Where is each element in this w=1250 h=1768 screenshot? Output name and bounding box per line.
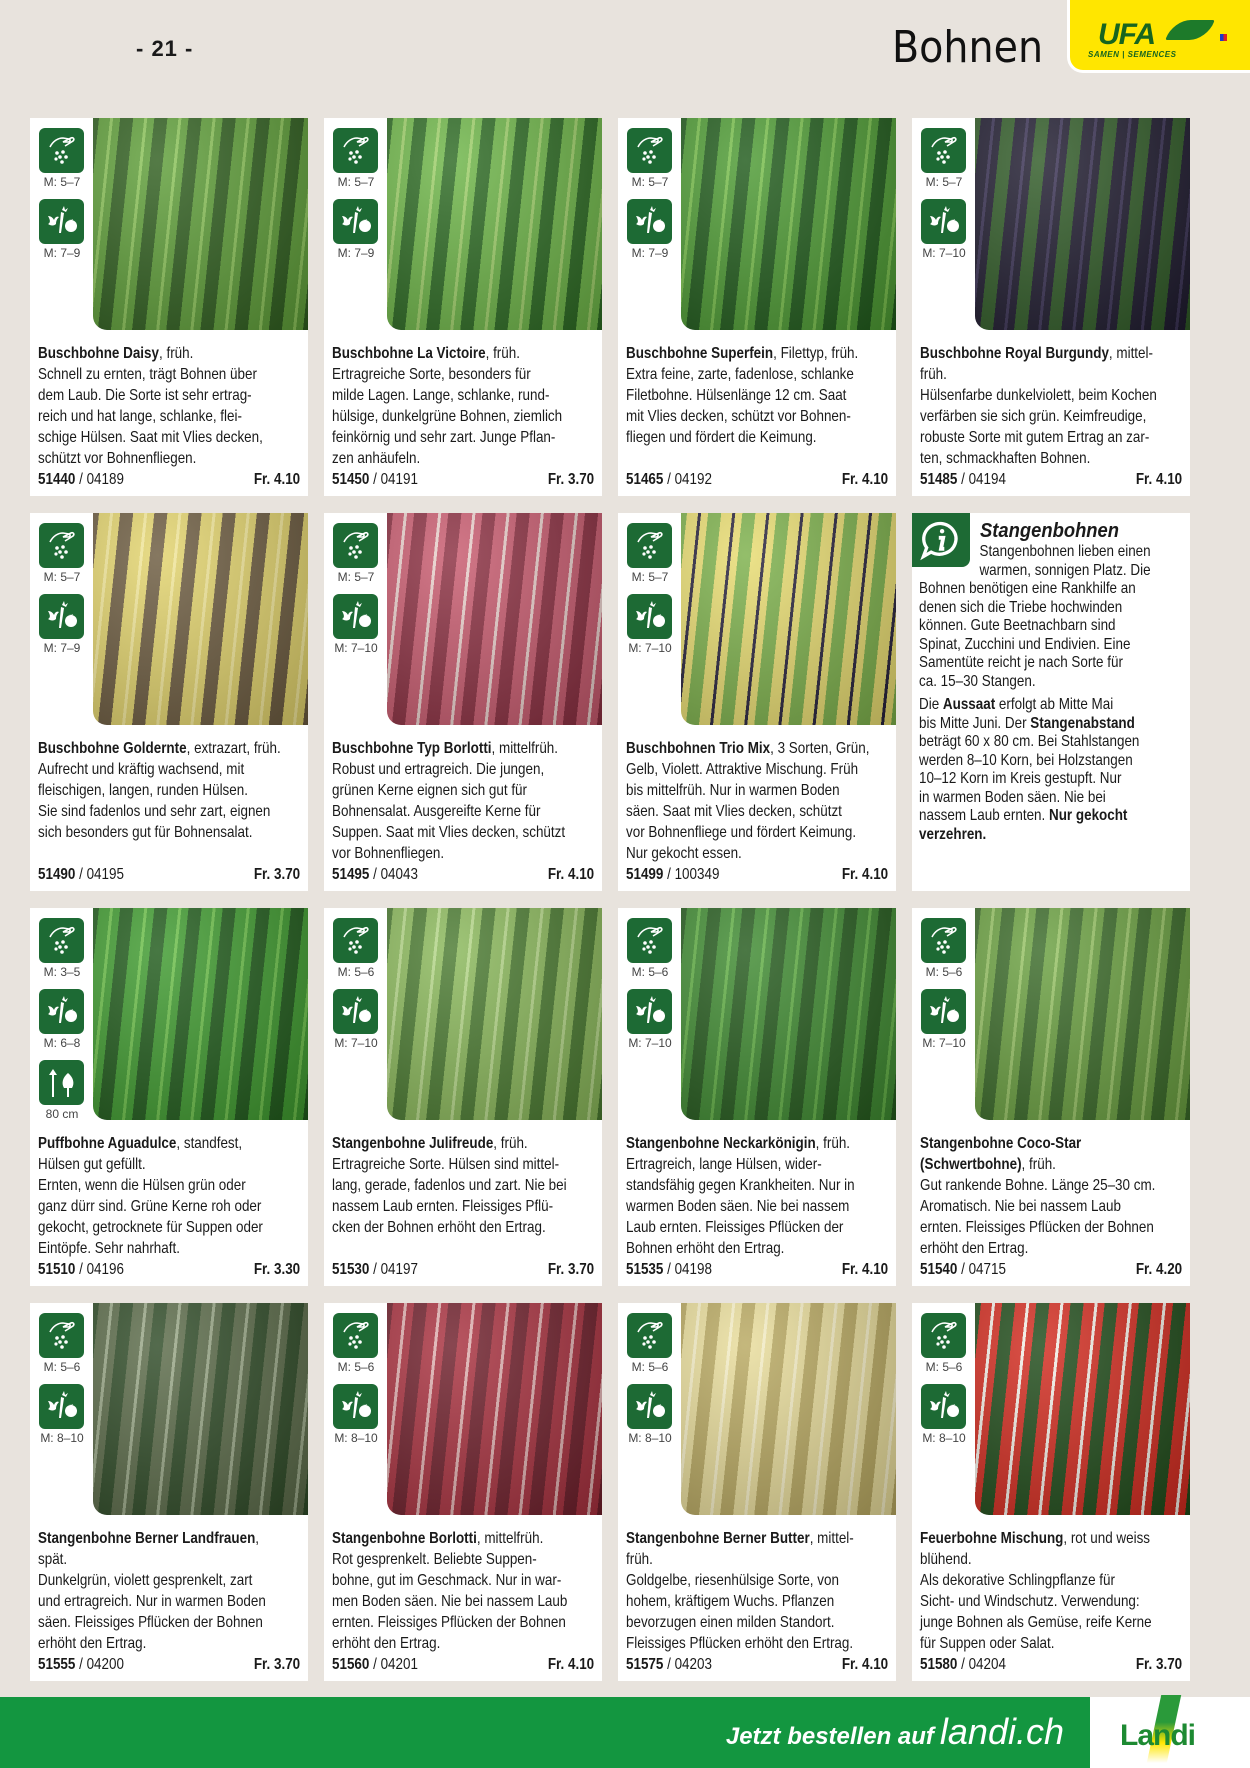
harvest-months: M: 7–10 xyxy=(628,1036,672,1050)
product-footer xyxy=(38,469,300,490)
sowing-months: M: 5–7 xyxy=(631,175,669,189)
product-footer xyxy=(332,1654,594,1675)
product-subtitle: , mittel- früh. xyxy=(920,345,1153,383)
product-subtitle: , spät. xyxy=(38,1530,260,1568)
product-price: Fr. 4.20 xyxy=(1135,1261,1182,1278)
product-title: Buschbohne Superfein xyxy=(626,345,774,362)
product-footer xyxy=(38,1654,300,1675)
product-image xyxy=(387,513,602,725)
harvest-icon xyxy=(39,1384,84,1429)
product-description xyxy=(920,343,1157,469)
article-number xyxy=(332,1259,418,1280)
sowing-icon xyxy=(921,918,966,963)
article-id: 51499 xyxy=(626,866,664,883)
harvest-months: M: 7–10 xyxy=(922,1036,966,1050)
product-subtitle: , früh. xyxy=(1021,1156,1056,1173)
article-code: / 04198 xyxy=(663,1261,712,1278)
article-id: 51485 xyxy=(920,471,958,488)
product-image xyxy=(387,908,602,1120)
sowing-months: M: 5–7 xyxy=(43,175,81,189)
harvest-icon xyxy=(921,1384,966,1429)
product-price: Fr. 4.10 xyxy=(841,866,888,883)
ufa-logo-text: UFA xyxy=(1098,18,1155,51)
article-code: / 04197 xyxy=(369,1261,418,1278)
article-id: 51530 xyxy=(332,1261,370,1278)
product-text: Aufrecht und kräftig wachsend, mit fleischigen, langen, runden Hülsen. Sie sind fadenlos und sehr zart, eignen sich besonders gut für Bohnensalat. xyxy=(38,761,271,841)
harvest-months: M: 8–10 xyxy=(628,1431,672,1445)
product-footer xyxy=(920,1259,1182,1280)
info-bold-stangenabstand: Stangenabstand xyxy=(1030,714,1135,732)
product-title: Buschbohne Daisy xyxy=(38,345,159,362)
product-text: Gut rankende Bohne. Länge 25–30 cm. Aromatisch. Nie bei nassem Laub ernten. Fleissiges Pflücken der Bohnen erhöht den Ertrag. xyxy=(920,1177,1156,1257)
article-id: 51540 xyxy=(920,1261,958,1278)
product-subtitle: , früh. xyxy=(815,1135,851,1152)
product-image xyxy=(975,908,1190,1120)
product-description xyxy=(626,1528,854,1654)
product-image xyxy=(93,1303,308,1515)
product-text: Hülsenfarbe dunkelviolett, beim Kochen verfärben sie sich grün. Keimfreudige, robuste Sorte mit gutem Ertrag an zar- ten, schmackhaften Bohnen. xyxy=(920,387,1157,467)
product-card xyxy=(912,118,1190,496)
product-text: Schnell zu ernten, trägt Bohnen über dem Laub. Die Sorte ist sehr ertrag- reich und hat lange, schlanke, flei- schige Hülsen. Saat mit Vlies decken, schützt vor Bohnenfliegen. xyxy=(38,366,263,467)
sowing-icon xyxy=(333,918,378,963)
product-footer xyxy=(38,1259,300,1280)
product-title: Buschbohne La Victoire xyxy=(332,345,486,362)
article-number xyxy=(38,864,124,885)
plant-height-icon xyxy=(39,1060,84,1105)
product-grid xyxy=(30,118,1190,1681)
article-code: / 100349 xyxy=(663,866,720,883)
product-card xyxy=(618,1303,896,1681)
harvest-months: M: 7–9 xyxy=(43,641,81,655)
article-id: 51535 xyxy=(626,1261,664,1278)
product-text: Ernten, wenn die Hülsen grün oder ganz dürr sind. Grüne Kerne roh oder gekocht, getrocknete für Suppen oder Eintöpfe. Sehr nahrhaft. xyxy=(38,1177,263,1257)
product-title: Stangenbohne Borlotti xyxy=(332,1530,477,1547)
sowing-icon xyxy=(39,523,84,568)
product-subtitle: , Filettyp, früh. xyxy=(773,345,859,362)
sowing-icon xyxy=(333,523,378,568)
product-title: Stangenbohne Julifreude xyxy=(332,1135,494,1152)
product-description xyxy=(332,343,562,469)
product-footer xyxy=(332,469,594,490)
product-card xyxy=(324,1303,602,1681)
product-card xyxy=(30,513,308,891)
article-number xyxy=(920,1654,1006,1675)
product-text: Als dekorative Schlingpflanze für Sicht- und Windschutz. Verwendung: junge Bohnen als Gemüse, reife Kerne für Suppen oder Salat. xyxy=(920,1572,1152,1652)
product-title: Buschbohne Royal Burgundy xyxy=(920,345,1109,362)
harvest-months: M: 6–8 xyxy=(43,1036,81,1050)
product-text: Rot gesprenkelt. Beliebte Suppen- bohne, gut im Geschmack. Nur in war- men Boden säen. Nie bei nassem Laub ernten. Fleissiges Pflücken der Bohnen erhöht den Ertrag. xyxy=(332,1551,568,1652)
article-code: / 04203 xyxy=(663,1656,712,1673)
product-description xyxy=(626,1133,855,1259)
product-description xyxy=(38,1528,266,1654)
harvest-icon xyxy=(627,199,672,244)
product-card xyxy=(324,513,602,891)
product-title: Buschbohnen Trio Mix xyxy=(626,740,771,757)
article-code: / 04715 xyxy=(957,1261,1006,1278)
landi-logo-text: Landi xyxy=(1120,1719,1195,1752)
product-text: Robust und ertragreich. Die jungen, grünen Kerne eignen sich gut für Bohnensalat. Ausgereifte Kerne für Suppen. Saat mit Vlies decken, schützt vor Bohnenfliegen. xyxy=(332,761,566,862)
harvest-icon xyxy=(333,199,378,244)
sowing-icon xyxy=(39,128,84,173)
article-code: / 04200 xyxy=(75,1656,124,1673)
product-price: Fr. 4.10 xyxy=(547,1656,594,1673)
article-code: / 04043 xyxy=(369,866,418,883)
product-subtitle: , mittel- früh. xyxy=(626,1530,854,1568)
product-image xyxy=(681,513,896,725)
sowing-icon xyxy=(627,128,672,173)
sowing-months: M: 5–7 xyxy=(337,175,375,189)
product-price: Fr. 3.70 xyxy=(253,866,300,883)
info-text xyxy=(919,543,1151,844)
article-number xyxy=(920,469,1006,490)
article-id: 51575 xyxy=(626,1656,664,1673)
product-subtitle: , standfest, Hülsen gut gefüllt. xyxy=(38,1135,243,1173)
ufa-logo xyxy=(1067,0,1250,73)
product-price: Fr. 4.10 xyxy=(841,471,888,488)
product-image xyxy=(681,908,896,1120)
article-id: 51495 xyxy=(332,866,370,883)
product-title: Buschbohne Typ Borlotti xyxy=(332,740,492,757)
product-card xyxy=(618,118,896,496)
product-description xyxy=(626,343,858,448)
harvest-months: M: 7–10 xyxy=(334,641,378,655)
product-text: Ertragreiche Sorte, besonders für milde Lagen. Lange, schlanke, rund- hülsige, dunkelgrüne Bohnen, ziemlich feinkörnig und sehr zart. Junge Pflan- zen anhäufeln. xyxy=(332,366,563,467)
product-footer xyxy=(332,1259,594,1280)
harvest-icon xyxy=(39,594,84,639)
harvest-months: M: 8–10 xyxy=(922,1431,966,1445)
product-description xyxy=(332,1528,567,1654)
sowing-months: M: 5–6 xyxy=(925,965,963,979)
article-number xyxy=(626,469,712,490)
harvest-icon xyxy=(921,989,966,1034)
sowing-months: M: 5–7 xyxy=(631,570,669,584)
product-footer xyxy=(626,1654,888,1675)
harvest-icon xyxy=(333,1384,378,1429)
sowing-icon xyxy=(333,1313,378,1358)
article-number xyxy=(920,1259,1006,1280)
article-number xyxy=(332,864,418,885)
article-id: 51560 xyxy=(332,1656,370,1673)
article-code: / 04196 xyxy=(75,1261,124,1278)
product-text: Dunkelgrün, violett gesprenkelt, zart und ertragreich. Nur in warmen Boden säen. Fleissiges Pflücken der Bohnen erhöht den Ertrag. xyxy=(38,1572,266,1652)
article-id: 51440 xyxy=(38,471,76,488)
product-description xyxy=(920,1133,1155,1259)
product-subtitle: , früh. xyxy=(493,1135,528,1152)
sowing-icon xyxy=(39,918,84,963)
product-price: Fr. 3.30 xyxy=(253,1261,300,1278)
info-bold-warning: Nur gekocht verzehren. xyxy=(919,807,1128,843)
harvest-months: M: 8–10 xyxy=(334,1431,378,1445)
product-subtitle: , mittelfrüh. xyxy=(491,740,559,757)
article-code: / 04192 xyxy=(663,471,712,488)
article-id: 51490 xyxy=(38,866,76,883)
color-mark-icon xyxy=(1220,34,1227,41)
sowing-icon xyxy=(921,128,966,173)
sowing-months: M: 5–7 xyxy=(43,570,81,584)
article-number xyxy=(626,1259,712,1280)
product-price: Fr. 4.10 xyxy=(1135,471,1182,488)
sowing-months: M: 5–6 xyxy=(925,1360,963,1374)
article-number xyxy=(38,1654,124,1675)
product-description xyxy=(38,1133,263,1259)
product-title: Stangenbohne Coco-Star (Schwertbohne) xyxy=(920,1135,1082,1173)
product-footer xyxy=(626,1259,888,1280)
section-title: Bohnen xyxy=(892,22,1044,73)
product-footer xyxy=(626,864,888,885)
product-subtitle: , mittelfrüh. xyxy=(476,1530,544,1547)
harvest-icon xyxy=(39,989,84,1034)
product-subtitle: , früh. xyxy=(158,345,194,362)
product-card xyxy=(30,1303,308,1681)
harvest-icon xyxy=(333,594,378,639)
article-number xyxy=(626,864,719,885)
product-title: Stangenbohne Berner Landfrauen xyxy=(38,1530,256,1547)
info-bold-aussaat: Aussaat xyxy=(942,696,996,713)
product-image xyxy=(975,118,1190,330)
product-footer xyxy=(920,1654,1182,1675)
article-number xyxy=(38,1259,124,1280)
sowing-months: M: 5–6 xyxy=(337,1360,375,1374)
harvest-months: M: 7–9 xyxy=(337,246,375,260)
product-card xyxy=(912,1303,1190,1681)
sowing-icon xyxy=(39,1313,84,1358)
product-card xyxy=(30,118,308,496)
info-paragraph-2-cont: beträgt 60 x 80 cm. Bei Stahlstangen werden 8–10 Korn, bei Holzstangen 10–12 Korn im Kreis gestupft. Nur in warmen Boden säen. Nie bei nassem Laub ernten. xyxy=(919,733,1140,824)
product-image xyxy=(93,908,308,1120)
product-price: Fr. 4.10 xyxy=(253,471,300,488)
product-card xyxy=(324,908,602,1286)
product-image xyxy=(681,1303,896,1515)
info-paragraph-1: Bohnen benötigen eine Rankhilfe an denen sich die Triebe hochwinden können. Gute Beetnachbarn sind Spinat, Zucchini und Endivien. Eine Samentüte reicht je nach Sorte für ca. 15–30 Stangen. xyxy=(919,580,1136,690)
product-text: Ertragreiche Sorte. Hülsen sind mittel- lang, gerade, fadenlos und zart. Nie bei nassem Laub ernten. Fleissiges Pflü- cken der Bohnen erhöht den Ertrag. xyxy=(332,1156,567,1236)
article-id: 51580 xyxy=(920,1656,958,1673)
info-box-stangenbohnen xyxy=(912,513,1190,891)
product-footer xyxy=(332,864,594,885)
product-description xyxy=(920,1528,1152,1654)
leaf-icon xyxy=(1165,20,1214,40)
sowing-icon xyxy=(921,1313,966,1358)
article-code: / 04189 xyxy=(75,471,124,488)
product-price: Fr. 3.70 xyxy=(1135,1656,1182,1673)
article-code: / 04194 xyxy=(957,471,1006,488)
footer-banner xyxy=(0,1697,1090,1768)
product-image xyxy=(93,513,308,725)
harvest-months: M: 7–10 xyxy=(922,246,966,260)
sowing-months: M: 5–6 xyxy=(631,965,669,979)
sowing-icon xyxy=(627,523,672,568)
product-footer xyxy=(920,469,1182,490)
sowing-months: M: 5–7 xyxy=(337,570,375,584)
product-subtitle: , rot und weiss blühend. xyxy=(920,1530,1151,1568)
product-footer xyxy=(626,469,888,490)
article-id: 51555 xyxy=(38,1656,76,1673)
product-price: Fr. 3.70 xyxy=(547,1261,594,1278)
landi-logo xyxy=(1090,1697,1250,1768)
product-title: Buschbohne Goldernte xyxy=(38,740,187,757)
product-image xyxy=(975,1303,1190,1515)
article-code: / 04191 xyxy=(369,471,418,488)
harvest-months: M: 7–10 xyxy=(628,641,672,655)
product-text: Goldgelbe, riesenhülsige Sorte, von hohem, kräftigem Wuchs. Pflanzen bevorzugen einen milden Standort. Fleissiges Pflücken erhöht den Ertrag. xyxy=(626,1572,854,1652)
product-title: Stangenbohne Neckarkönigin xyxy=(626,1135,816,1152)
article-id: 51465 xyxy=(626,471,664,488)
product-image xyxy=(387,1303,602,1515)
sowing-icon xyxy=(333,128,378,173)
harvest-icon xyxy=(627,1384,672,1429)
product-text: Gelb, Violett. Attraktive Mischung. Früh bis mittelfrüh. Nur in warmen Boden säen. Saat mit Vlies decken, schützt vor Bohnenfliege und fördert Keimung. Nur gekocht essen. xyxy=(626,761,859,862)
product-subtitle: , früh. xyxy=(485,345,520,362)
product-text: Ertragreich, lange Hülsen, wider- standsfähig gegen Krankheiten. Nur in warmen Boden säen. Nie bei nassem Laub ernten. Fleissiges Pflücken der Bohnen erhöht den Ertrag. xyxy=(626,1156,855,1257)
product-card xyxy=(618,908,896,1286)
sowing-months: M: 5–6 xyxy=(43,1360,81,1374)
article-id: 51450 xyxy=(332,471,370,488)
product-price: Fr. 4.10 xyxy=(841,1261,888,1278)
harvest-icon xyxy=(39,199,84,244)
product-subtitle: , 3 Sorten, Grün, xyxy=(770,740,870,757)
harvest-months: M: 7–9 xyxy=(631,246,669,260)
article-code: / 04201 xyxy=(369,1656,418,1673)
sowing-icon xyxy=(627,918,672,963)
sowing-months: M: 5–6 xyxy=(337,965,375,979)
article-number xyxy=(332,1654,418,1675)
harvest-icon xyxy=(627,594,672,639)
info-title: Stangenbohnen xyxy=(980,520,1120,542)
product-price: Fr. 3.70 xyxy=(253,1656,300,1673)
sowing-months: M: 3–5 xyxy=(43,965,81,979)
order-cta[interactable] xyxy=(726,1711,1064,1753)
product-text: Extra feine, zarte, fadenlose, schlanke Filetbohne. Hülsenlänge 12 cm. Saat mit Vlies decken, schützt vor Bohnen- fliegen und fördert die Keimung. xyxy=(626,366,854,446)
product-card xyxy=(324,118,602,496)
info-intro: Stangenbohnen lieben einen warmen, sonnigen Platz. Die xyxy=(979,543,1151,579)
shop-link[interactable]: landi.ch xyxy=(939,1711,1064,1752)
product-title: Stangenbohne Berner Butter xyxy=(626,1530,810,1547)
sowing-months: M: 5–7 xyxy=(925,175,963,189)
harvest-icon xyxy=(333,989,378,1034)
product-card xyxy=(618,513,896,891)
page-number: - 21 - xyxy=(136,36,194,61)
product-image xyxy=(681,118,896,330)
sowing-icon xyxy=(627,1313,672,1358)
article-code: / 04204 xyxy=(957,1656,1006,1673)
harvest-months: M: 8–10 xyxy=(40,1431,84,1445)
product-image xyxy=(387,118,602,330)
product-description xyxy=(38,738,281,843)
product-price: Fr. 4.10 xyxy=(547,866,594,883)
product-title: Feuerbohne Mischung xyxy=(920,1530,1064,1547)
article-number xyxy=(332,469,418,490)
harvest-months: M: 7–9 xyxy=(43,246,81,260)
harvest-months: M: 7–10 xyxy=(334,1036,378,1050)
product-footer xyxy=(38,864,300,885)
product-description xyxy=(626,738,869,864)
product-card xyxy=(30,908,308,1286)
product-price: Fr. 3.70 xyxy=(547,471,594,488)
article-code: / 04195 xyxy=(75,866,124,883)
article-number xyxy=(38,469,124,490)
product-description xyxy=(38,343,263,469)
info-paragraph-2: Die xyxy=(919,696,943,713)
plant-height: 80 cm xyxy=(45,1107,79,1121)
harvest-icon xyxy=(921,199,966,244)
product-description xyxy=(332,738,565,864)
product-image xyxy=(93,118,308,330)
product-subtitle: , extrazart, früh. xyxy=(186,740,281,757)
product-card xyxy=(912,908,1190,1286)
article-number xyxy=(626,1654,712,1675)
sowing-months: M: 5–6 xyxy=(631,1360,669,1374)
product-price: Fr. 4.10 xyxy=(841,1656,888,1673)
ufa-logo-subtitle: SAMEN | SEMENCES xyxy=(1088,50,1177,59)
product-title: Puffbohne Aguadulce xyxy=(38,1135,177,1152)
cta-text: Jetzt bestellen auf xyxy=(725,1723,934,1750)
product-description xyxy=(332,1133,567,1238)
article-id: 51510 xyxy=(38,1261,76,1278)
harvest-icon xyxy=(627,989,672,1034)
info-paragraph-2-cont: erfolgt ab Mitte Mai bis Mitte Juni. Der xyxy=(919,696,1114,732)
